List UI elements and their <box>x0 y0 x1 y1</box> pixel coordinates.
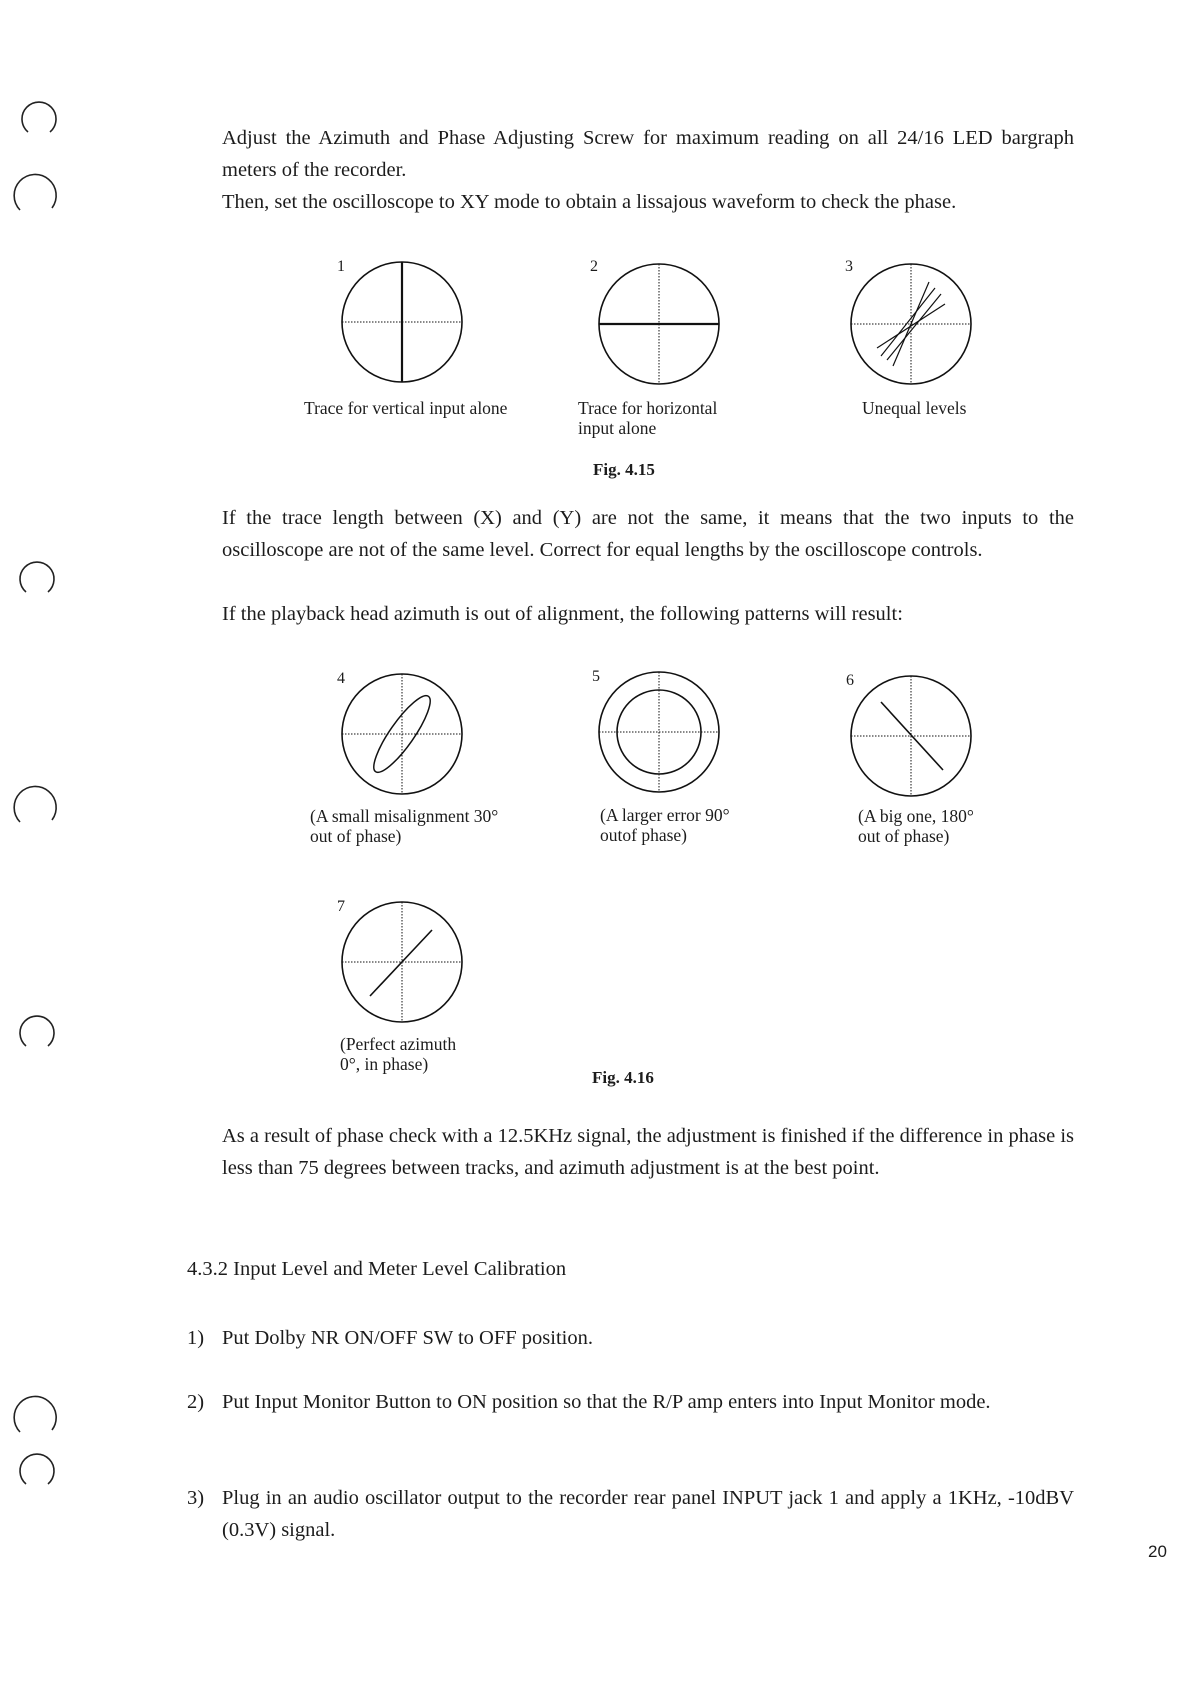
binder-hole-3 <box>18 558 58 598</box>
step-2 <box>187 1386 1074 1418</box>
scope-number-7: 7 <box>337 898 345 915</box>
step-text: Put Input Monitor Button to ON position so that the R/P amp enters into Input Monitor mode. <box>222 1391 991 1413</box>
intro-line-1: Adjust the Azimuth and Phase Adjusting Screw for maximum reading on all 24/16 LED bargraph meters of the recorder. <box>222 127 1074 181</box>
binder-hole-5 <box>18 1012 58 1052</box>
page-number: 20 <box>1148 1542 1167 1561</box>
caption-scope-4: (A small misalignment 30° out of phase) <box>310 806 499 846</box>
step-1 <box>187 1322 1074 1354</box>
intro-line-2: Then, set the oscilloscope to XY mode to obtain a lissajous waveform to check the phase. <box>222 191 957 213</box>
section-heading: 4.3.2 Input Level and Meter Level Calibration <box>187 1258 567 1280</box>
caption-scope-3: Unequal levels <box>862 398 967 418</box>
intro-paragraph <box>222 122 1074 218</box>
caption-scope-7: (Perfect azimuth 0°, in phase) <box>340 1034 457 1074</box>
result-paragraph: As a result of phase check with a 12.5KHz signal, the adjustment is finished if the difference in phase is less than 75 degrees between tracks, and azimuth adjustment is at the best point. <box>222 1125 1074 1179</box>
step-3 <box>187 1482 1074 1546</box>
scope-number-3: 3 <box>845 258 853 275</box>
scope-big-misalignment <box>849 674 973 798</box>
figure-label-4-16: Fig. 4.16 <box>592 1068 654 1087</box>
scope-trace-unequal-levels <box>849 262 973 386</box>
scope-number-1: 1 <box>337 258 345 275</box>
scope-number-5: 5 <box>592 668 600 685</box>
scope-number-6: 6 <box>846 672 854 689</box>
binder-hole-1 <box>20 98 60 138</box>
scope-number-2: 2 <box>590 258 598 275</box>
caption-scope-6: (A big one, 180° out of phase) <box>858 806 974 846</box>
caption-scope-5: (A larger error 90° outof phase) <box>600 805 730 845</box>
scope-trace-horizontal <box>597 262 721 386</box>
step-text: Put Dolby NR ON/OFF SW to OFF position. <box>222 1327 593 1349</box>
level-paragraph: If the trace length between (X) and (Y) are not the same, it means that the two inputs to the oscilloscope are not of the same level. Correct for equal lengths by the oscilloscope controls. <box>222 507 1074 561</box>
binder-hole-2 <box>12 170 62 220</box>
binder-hole-4 <box>12 782 62 832</box>
scope-number-4: 4 <box>337 670 345 687</box>
caption-scope-2: Trace for horizontal input alone <box>578 398 718 438</box>
scope-larger-error <box>597 670 721 794</box>
step-number: 2) <box>187 1391 205 1413</box>
binder-hole-7 <box>18 1450 58 1490</box>
binder-hole-6 <box>12 1392 62 1442</box>
scope-perfect-azimuth <box>340 900 464 1024</box>
azimuth-intro-paragraph: If the playback head azimuth is out of alignment, the following patterns will result: <box>222 603 903 625</box>
caption-scope-1: Trace for vertical input alone <box>304 398 508 418</box>
step-text: Plug in an audio oscillator output to the recorder rear panel INPUT jack 1 and apply a 1KHz, -10dBV (0.3V) signal. <box>222 1487 1074 1541</box>
scope-trace-vertical <box>340 260 464 384</box>
step-number: 3) <box>187 1487 205 1509</box>
step-number: 1) <box>187 1327 205 1349</box>
figure-label-4-15: Fig. 4.15 <box>593 460 655 479</box>
scope-small-misalignment <box>340 672 464 796</box>
